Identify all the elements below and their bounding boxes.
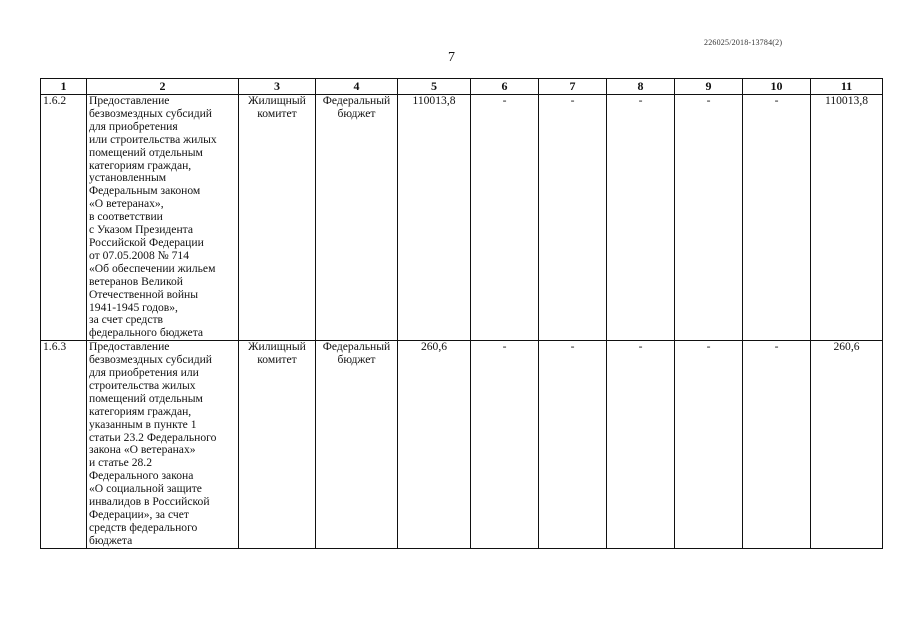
description-line: Федеральным законом bbox=[89, 184, 201, 198]
col7-value-cell: - bbox=[539, 95, 607, 341]
description-line: Предоставление bbox=[89, 340, 170, 354]
description-line: «О социальной защите bbox=[89, 482, 202, 496]
executor-cell bbox=[239, 95, 316, 341]
header-col-6: 6 bbox=[471, 79, 539, 95]
header-col-9: 9 bbox=[675, 79, 743, 95]
col8-value-cell: - bbox=[607, 341, 675, 549]
col5-value-cell: 110013,8 bbox=[398, 95, 471, 341]
measure-description-cell bbox=[87, 341, 239, 549]
description-line: или строительства жилых bbox=[89, 132, 217, 146]
executor-cell bbox=[239, 341, 316, 549]
total-value-cell: 110013,8 bbox=[811, 95, 883, 341]
description-line: помещений отдельным bbox=[89, 145, 203, 159]
funding-source-line: бюджет bbox=[337, 353, 376, 367]
executor-line: комитет bbox=[257, 353, 297, 367]
description-line: 1941-1945 годов», bbox=[89, 300, 178, 314]
description-line: помещений отдельным bbox=[89, 391, 203, 405]
description-line: указанным в пункте 1 bbox=[89, 417, 197, 431]
col6-value-cell: - bbox=[471, 95, 539, 341]
col9-value-cell: - bbox=[675, 341, 743, 549]
header-col-2: 2 bbox=[87, 79, 239, 95]
funding-source-cell bbox=[316, 95, 398, 341]
description-line: категориям граждан, bbox=[89, 404, 192, 418]
description-line: установленным bbox=[89, 171, 167, 185]
description-line: Отечественной войны bbox=[89, 287, 199, 301]
header-col-10: 10 bbox=[743, 79, 811, 95]
funding-source-line: бюджет bbox=[337, 106, 376, 120]
description-line: «Об обеспечении жильем bbox=[89, 261, 216, 275]
description-line: с Указом Президента bbox=[89, 223, 194, 237]
description-line: Российской Федерации bbox=[89, 235, 204, 249]
header-col-8: 8 bbox=[607, 79, 675, 95]
header-row bbox=[41, 79, 883, 95]
description-line: средств федерального bbox=[89, 520, 198, 534]
description-line: строительства жилых bbox=[89, 378, 196, 392]
description-line: и статье 28.2 bbox=[89, 456, 152, 470]
description-line: категориям граждан, bbox=[89, 158, 192, 172]
description-line: для приобретения bbox=[89, 119, 178, 133]
table-body bbox=[41, 95, 883, 549]
funding-source-cell bbox=[316, 341, 398, 549]
col10-value-cell: - bbox=[743, 341, 811, 549]
description-line: инвалидов в Российской bbox=[89, 495, 210, 509]
header-col-11: 11 bbox=[811, 79, 883, 95]
description-line: бюджета bbox=[89, 533, 133, 547]
header-col-1: 1 bbox=[41, 79, 87, 95]
header-col-5: 5 bbox=[398, 79, 471, 95]
col7-value-cell: - bbox=[539, 341, 607, 549]
description-line: для приобретения или bbox=[89, 366, 199, 380]
col10-value-cell: - bbox=[743, 95, 811, 341]
measure-number-cell: 1.6.2 bbox=[41, 95, 87, 341]
funding-source-line: Федеральный bbox=[322, 94, 391, 107]
description-line: безвозмездных субсидий bbox=[89, 106, 212, 120]
description-line: в соответствии bbox=[89, 210, 163, 224]
executor-line: комитет bbox=[257, 106, 297, 120]
description-line: ветеранов Великой bbox=[89, 274, 183, 288]
description-line: Предоставление bbox=[89, 94, 170, 107]
col6-value-cell: - bbox=[471, 341, 539, 549]
table-row bbox=[41, 95, 883, 341]
description-line: федерального бюджета bbox=[89, 326, 204, 340]
header-col-3: 3 bbox=[239, 79, 316, 95]
document-reference-number: 226025/2018-13784(2) bbox=[704, 38, 783, 47]
funding-source-line: Федеральный bbox=[322, 340, 391, 354]
description-line: за счет средств bbox=[89, 313, 164, 327]
executor-line: Жилищный bbox=[248, 340, 306, 354]
description-line: «О ветеранах», bbox=[89, 197, 164, 211]
col5-value-cell: 260,6 bbox=[398, 341, 471, 549]
program-measures-table bbox=[40, 78, 883, 549]
description-line: закона «О ветеранах» bbox=[89, 443, 196, 457]
col8-value-cell: - bbox=[607, 95, 675, 341]
description-line: Федерации», за счет bbox=[89, 508, 189, 521]
header-col-7: 7 bbox=[539, 79, 607, 95]
executor-line: Жилищный bbox=[248, 94, 306, 107]
description-line: статьи 23.2 Федерального bbox=[89, 430, 217, 444]
description-line: Федерального закона bbox=[89, 469, 194, 483]
page-number: 7 bbox=[448, 50, 455, 65]
header-col-4: 4 bbox=[316, 79, 398, 95]
table-row bbox=[41, 341, 883, 549]
description-line: от 07.05.2008 № 714 bbox=[89, 248, 190, 262]
measure-description-cell bbox=[87, 95, 239, 341]
measure-number-cell: 1.6.3 bbox=[41, 341, 87, 549]
description-line: безвозмездных субсидий bbox=[89, 353, 212, 367]
col9-value-cell: - bbox=[675, 95, 743, 341]
total-value-cell: 260,6 bbox=[811, 341, 883, 549]
